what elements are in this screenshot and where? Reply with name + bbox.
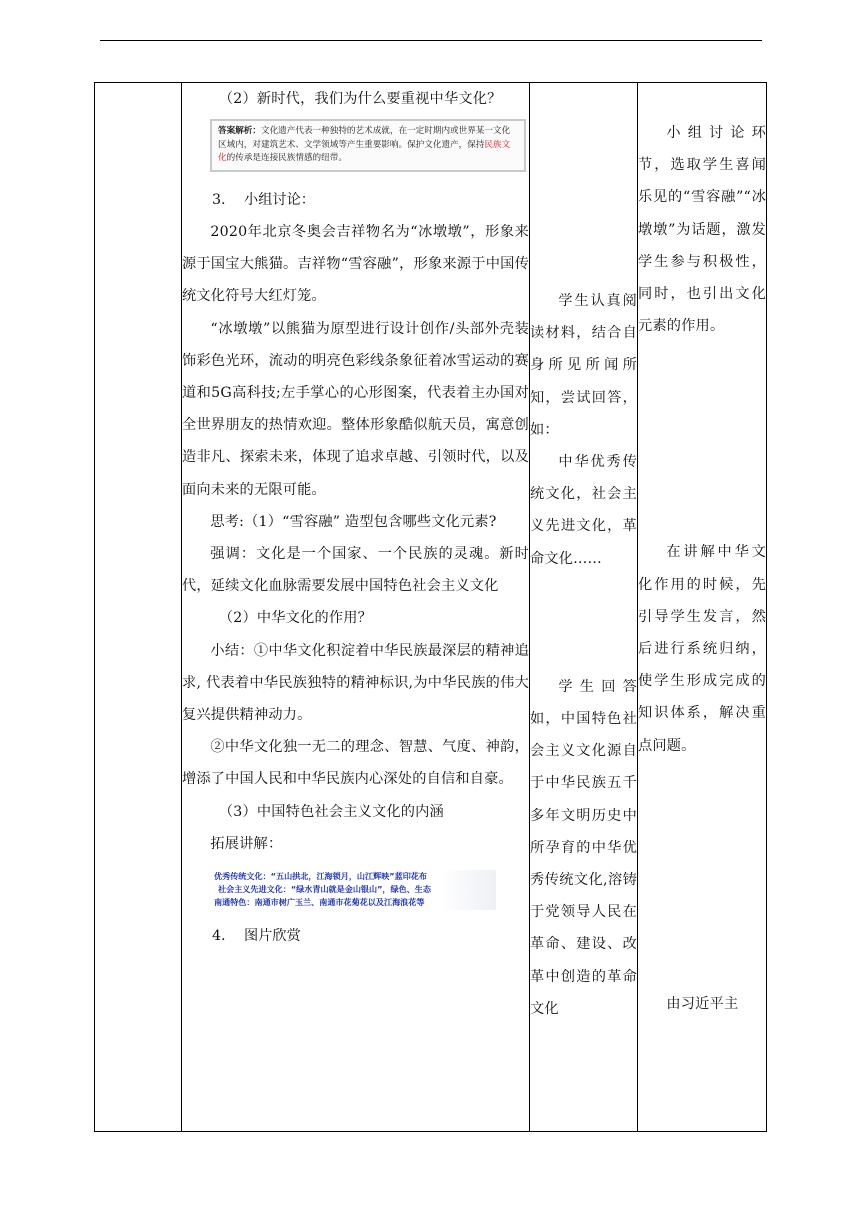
example-line-3: 南通特色：南通市树广玉兰、南通市花菊花以及江海浪花等: [214, 897, 425, 908]
mascot-paragraph-2: “冰墩墩”以熊猫为原型进行设计创作/头部外壳装饰彩色光环，流动的明亮色彩线条象征着冰雪运动的赛道和5G高科技;左手掌心的心形图案，代表着主办国对全世界朋友的热情欢迎。整体形象酷似航天员，寓意创造非凡、探索未来，体现了追求卓越、引领时代，以及面向未来的无限可能。: [182, 320, 529, 498]
item-3-number: 3.: [212, 191, 226, 208]
answer-highlight: 民族文化: [218, 139, 511, 164]
answer-text-b: 的传承是连接民族情感的纽带。: [226, 153, 347, 164]
student-activity-2: 中华优秀传统文化，社会主义先进文化，革命文化……: [530, 454, 637, 567]
culture-examples-image: [214, 870, 496, 910]
extend-label: 拓展讲解：: [210, 835, 283, 852]
summary-2: ②中华文化独一无二的理念、智慧、气度、神韵，增添了中国人民和中华民族内心深处的自信和自豪。: [182, 739, 529, 788]
student-activity-1: 学生认真阅读材料，结合自身所见所闻所知，尝试回答，如：: [530, 293, 637, 438]
header-rule: [100, 40, 762, 41]
summary-1: 小结：①中华文化积淀着中华民族最深层的精神追求, 代表着中华民族独特的精神标识,为中华民族的伟大复兴提供精神动力。: [182, 642, 529, 723]
item-3-title: 小组讨论：: [244, 191, 315, 208]
lesson-plan-table: [94, 82, 767, 1132]
question-culture-role: （2）中华文化的作用？: [218, 610, 373, 627]
design-intent-cell: [638, 83, 767, 1132]
answer-text-a: 文化遗产代表一种独特的艺术成就，在一定时期内或世界某一文化区域内，对建筑艺术、文学领域等产生重要影响。保护文化遗产，保持: [218, 126, 511, 150]
item-3-heading: [182, 184, 529, 216]
student-activity-cell: [530, 83, 638, 1132]
answer-explanation-image: [210, 119, 526, 172]
table-row: [95, 83, 767, 1132]
item-4-heading: [182, 920, 529, 952]
mascot-paragraph-1: 2020年北京冬奥会吉祥物名为“冰墩墩”，形象来源于国宝大熊猫。吉祥物“雪容融”，形象来源于中国传统文化符号大红灯笼。: [182, 223, 529, 305]
example-line-1: 优秀传统文化：“五山拱北，江海锁月，山江辉映”蓝印花布: [214, 870, 427, 881]
design-intent-3: 由习近平主: [666, 995, 739, 1012]
teaching-content-cell: [182, 83, 530, 1132]
example-line-2: 社会主义先进文化：“绿水青山就是金山银山”，绿色、生态: [218, 884, 431, 895]
question-connotation: （3）中国特色社会主义文化的内涵: [218, 803, 444, 820]
student-activity-3: 学生回答如，中国特色社会主义文化源自于中华民族五千多年文明历史中所孕育的中华优秀传统文化,溶铸于党领导人民在革命、建设、改革中创造的革命文化: [530, 678, 637, 1017]
answer-label: 答案解析：: [218, 126, 261, 137]
design-intent-1: 小组讨论环节，选取学生喜闻乐见的“雪容融”“冰墩墩”为话题，激发学生参与积极性，同时，也引出文化元素的作用。: [638, 125, 766, 335]
item-4-title: 图片欣赏: [244, 927, 301, 944]
think-question: 思考:（1）“雪容融” 造型包含哪些文化元素?: [210, 513, 497, 530]
item-4-number: 4.: [212, 927, 226, 944]
stage-column-cell: [95, 83, 182, 1132]
emphasis-text: 强调：文化是一个国家、一个民族的灵魂。新时代，延续文化血脉需要发展中国特色社会主义文化: [182, 545, 529, 595]
question-new-era: （2）新时代，我们为什么要重视中华文化？: [218, 91, 502, 107]
design-intent-2: 在讲解中华文化作用的时候，先引导学生发言，然后进行系统归纳，使学生形成完成的知识体系，解决重点问题。: [638, 544, 766, 754]
